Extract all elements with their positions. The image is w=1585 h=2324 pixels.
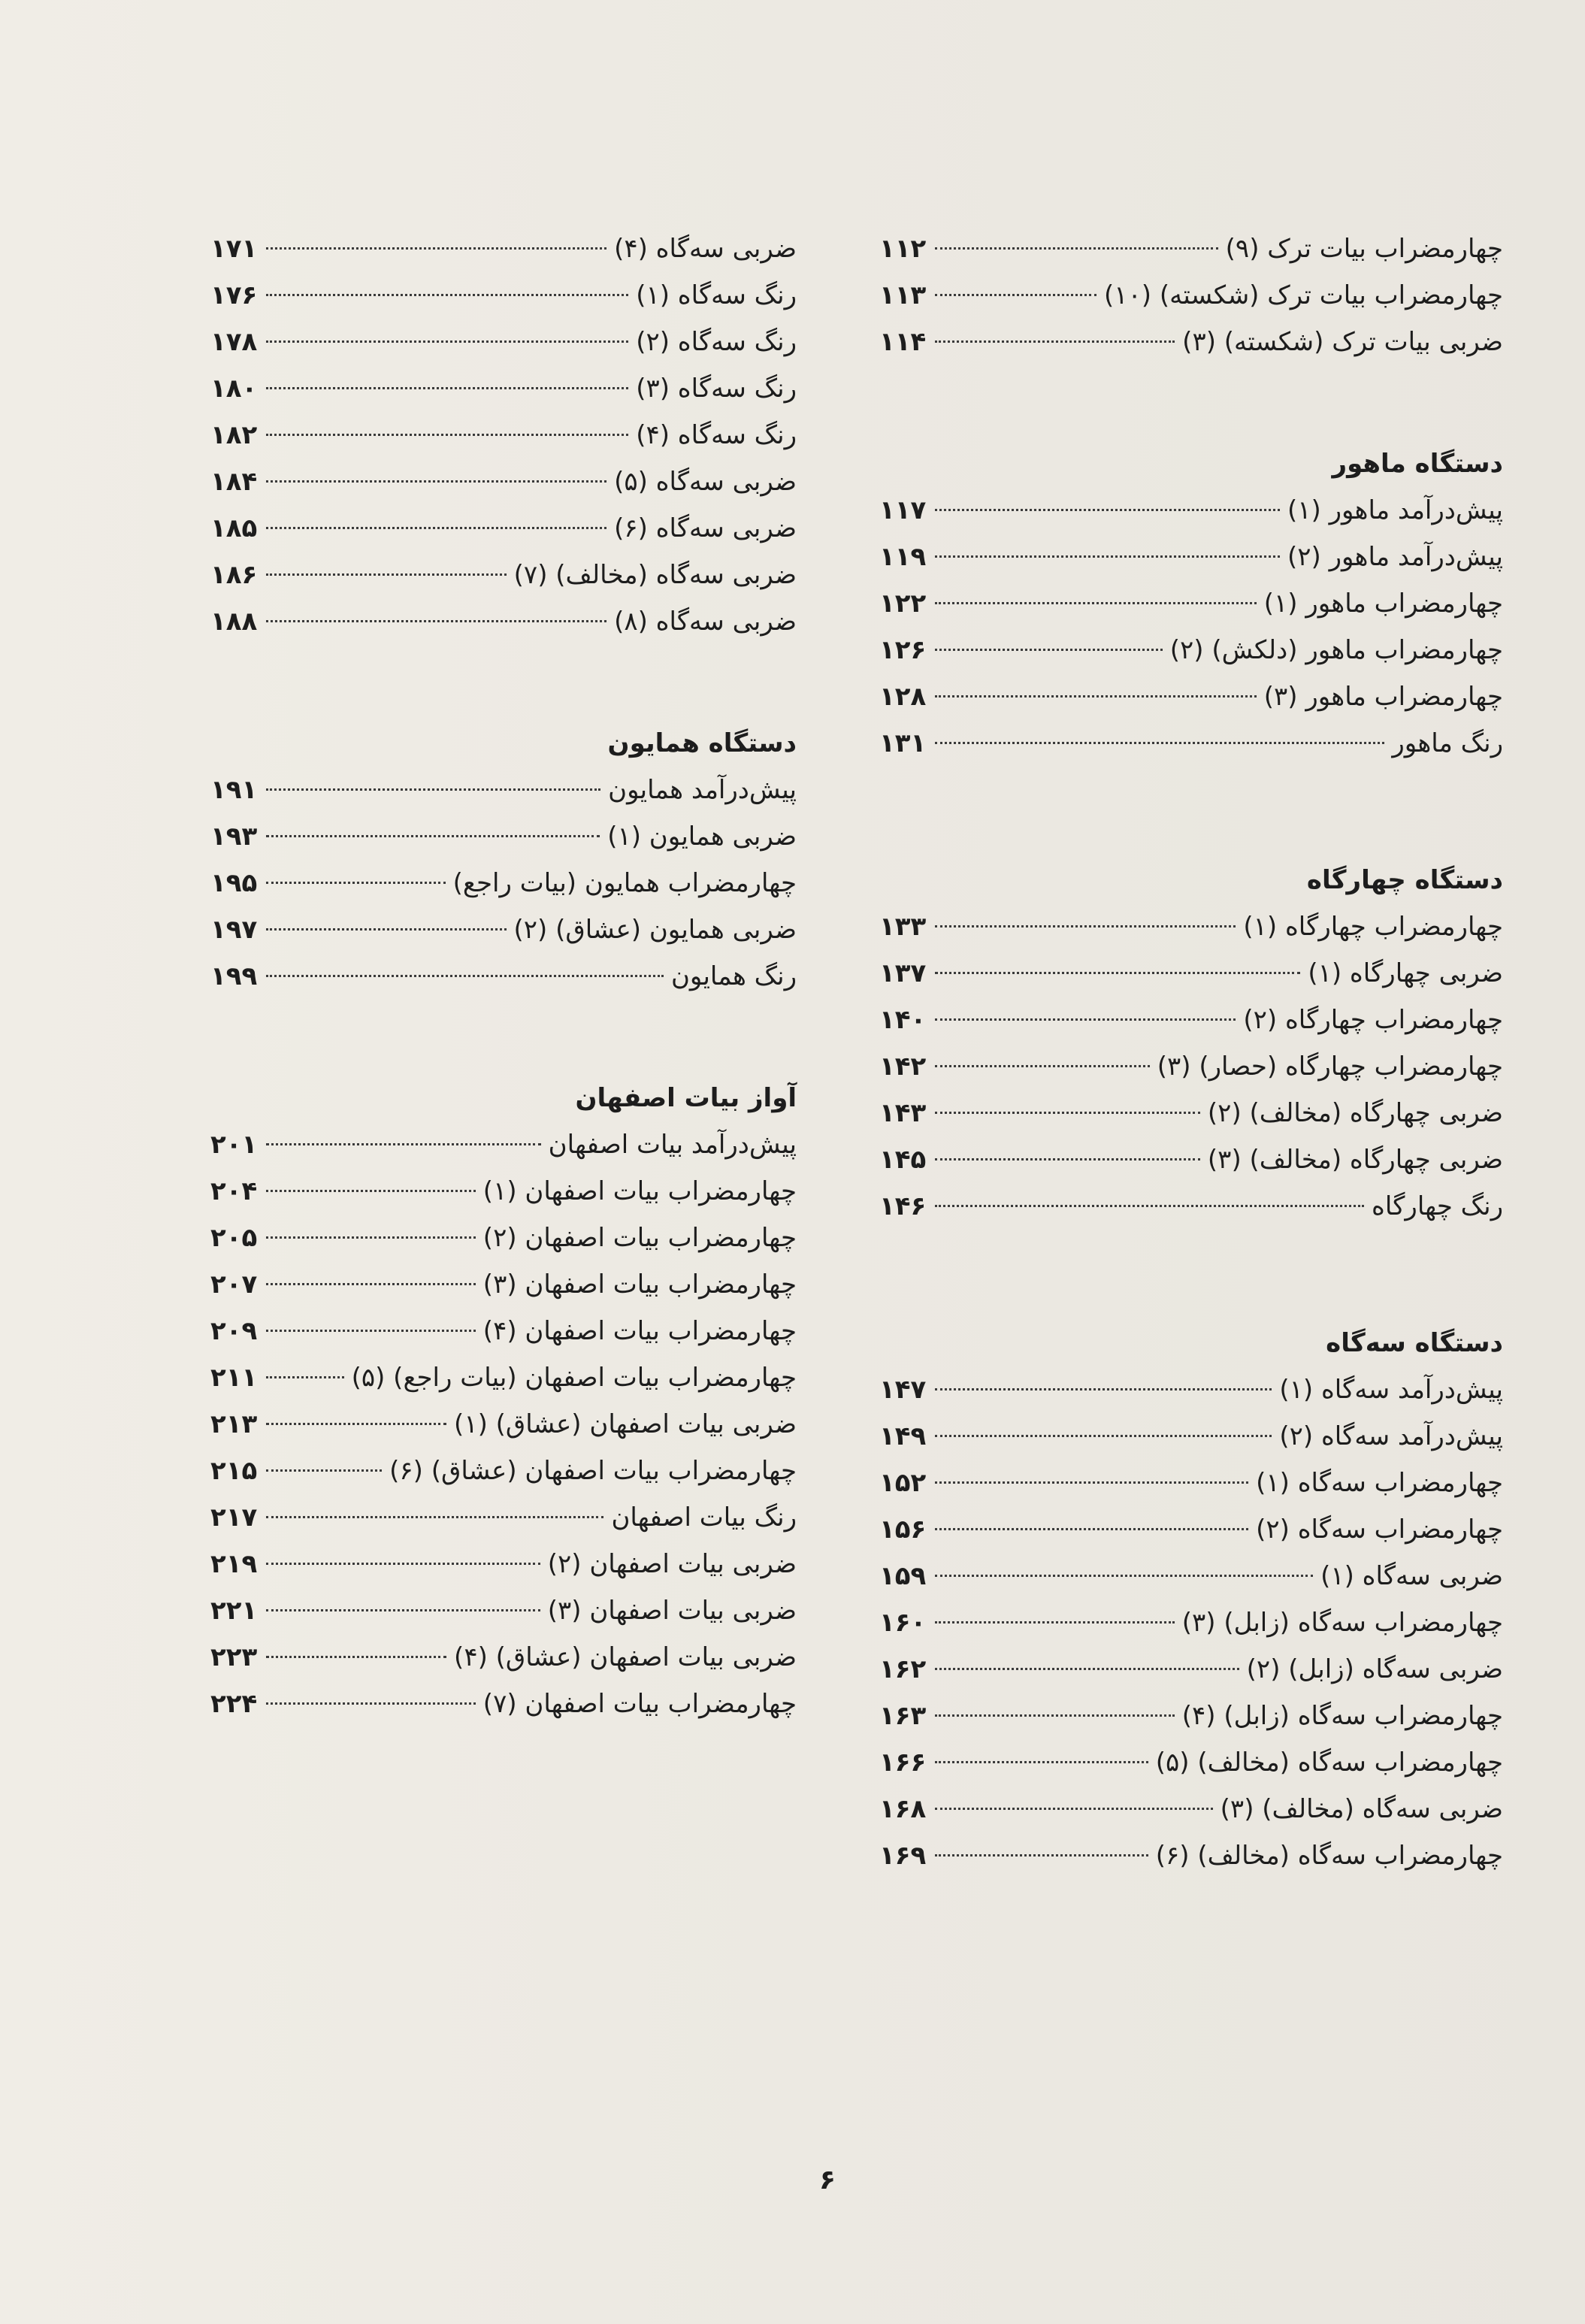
toc-entry: [879, 1646, 1503, 1693]
toc-entry: [879, 225, 1503, 272]
toc-entry-page: ۱۹۹: [210, 961, 258, 991]
toc-entry: [210, 813, 797, 860]
toc-entry-title: چهارمضراب بیات اصفهان (۱): [482, 1176, 797, 1206]
dot-leader: [266, 1143, 541, 1145]
toc-entry-page: ۱۲۶: [879, 635, 927, 665]
toc-entry: [879, 580, 1503, 627]
toc-entry-title: چهارمضراب سه‌گاه (زابل) (۳): [1181, 1608, 1503, 1638]
dot-leader: [935, 1528, 1248, 1530]
section-heading: دستگاه ماهور: [1332, 449, 1503, 479]
toc-entry-page: ۲۰۷: [210, 1269, 258, 1300]
toc-entry-title: چهارمضراب سه‌گاه (مخالف) (۵): [1155, 1748, 1503, 1778]
toc-entry-title: چهارمضراب چهارگاه (۱): [1243, 912, 1503, 942]
toc-entry: [879, 319, 1503, 365]
toc-entry-title: ضربی سه‌گاه (۶): [614, 513, 797, 543]
dot-leader: [266, 1330, 476, 1332]
toc-entry: [879, 1506, 1503, 1553]
toc-entry: [210, 1168, 797, 1215]
dot-leader: [935, 1761, 1148, 1763]
toc-entry-page: ۱۵۶: [879, 1515, 927, 1545]
page-number: ۶: [819, 2165, 836, 2195]
toc-entry-page: ۱۸۵: [210, 513, 258, 543]
dot-leader: [266, 975, 664, 977]
toc-entry-page: ۲۰۹: [210, 1316, 258, 1346]
toc-entry-title: ضربی سه‌گاه (۵): [614, 467, 797, 497]
toc-entry: [210, 1354, 797, 1401]
toc-entry: [879, 627, 1503, 673]
toc-entry-title: چهارمضراب بیات ترک (شکسته) (۱۰): [1103, 280, 1503, 310]
toc-entry-page: ۲۱۳: [210, 1409, 258, 1439]
section-heading: دستگاه سه‌گاه: [1326, 1328, 1503, 1358]
dot-leader: [935, 1065, 1150, 1067]
toc-entry-page: ۱۱۷: [879, 495, 927, 525]
dot-leader: [935, 247, 1218, 250]
toc-entry: [879, 720, 1503, 767]
toc-entry: [210, 1494, 797, 1541]
toc-entry-title: ضربی بیات اصفهان (۲): [547, 1549, 797, 1579]
toc-left-column: [210, 225, 797, 1727]
dot-leader: [266, 527, 606, 529]
toc-entry-page: ۱۹۱: [210, 775, 258, 805]
toc-entry-title: ضربی سه‌گاه (زابل) (۲): [1246, 1654, 1503, 1684]
toc-entry-page: ۲۱۹: [210, 1549, 258, 1579]
section-heading: دستگاه چهارگاه: [1306, 865, 1503, 895]
dot-leader: [266, 928, 507, 931]
toc-entry-title: چهارمضراب سه‌گاه (۱): [1256, 1468, 1503, 1498]
toc-entry: [210, 1541, 797, 1587]
toc-entry: [210, 1681, 797, 1727]
toc-entry-title: رنگ همایون: [670, 961, 797, 991]
toc-entry-title: چهارمضراب سه‌گاه (زابل) (۴): [1181, 1701, 1503, 1731]
toc-entry-page: ۲۱۵: [210, 1456, 258, 1486]
toc-entry-title: چهارمضراب همایون (بیات راجع): [452, 868, 797, 898]
dot-leader: [266, 573, 507, 576]
dot-leader: [266, 1469, 382, 1472]
toc-entry: [210, 552, 797, 598]
dot-leader: [935, 1112, 1200, 1114]
toc-entry-page: ۲۲۴: [210, 1689, 258, 1719]
toc-entry-title: ضربی چهارگاه (مخالف) (۲): [1207, 1098, 1503, 1128]
toc-entry-page: ۱۶۰: [879, 1608, 927, 1638]
toc-entry-title: چهارمضراب بیات اصفهان (عشاق) (۶): [389, 1456, 797, 1486]
toc-entry-page: ۱۶۹: [879, 1841, 927, 1871]
dot-leader: [935, 1854, 1148, 1856]
toc-entry-title: رنگ ماهور: [1392, 728, 1503, 758]
toc-entry-title: ضربی سه‌گاه (۸): [614, 607, 797, 637]
toc-entry-page: ۱۵۲: [879, 1468, 927, 1498]
toc-entry: [210, 1587, 797, 1634]
toc-entry: [879, 1183, 1503, 1230]
dot-leader: [266, 247, 606, 250]
dot-leader: [266, 1190, 476, 1192]
toc-entry-page: ۱۹۵: [210, 868, 258, 898]
toc-entry-page: ۱۱۴: [879, 327, 927, 357]
toc-entry-title: رنگ بیات اصفهان: [611, 1502, 797, 1533]
toc-group: [210, 225, 797, 645]
toc-entry: [210, 272, 797, 319]
toc-entry: [210, 365, 797, 412]
toc-entry-page: ۱۷۱: [210, 234, 258, 264]
toc-entry-page: ۱۸۴: [210, 467, 258, 497]
toc-entry-title: چهارمضراب ماهور (۱): [1263, 589, 1503, 619]
toc-entry-page: ۱۱۳: [879, 280, 927, 310]
toc-entry-page: ۲۲۱: [210, 1596, 258, 1626]
toc-entry-page: ۱۸۶: [210, 560, 258, 590]
toc-entry-page: ۱۳۱: [879, 728, 927, 758]
toc-entry-page: ۲۱۷: [210, 1502, 258, 1533]
dot-leader: [266, 1283, 476, 1285]
dot-leader: [935, 1388, 1272, 1390]
toc-entry: [879, 1553, 1503, 1599]
dot-leader: [935, 1808, 1213, 1810]
toc-entry: [879, 1739, 1503, 1786]
toc-entry-title: ضربی بیات اصفهان (عشاق) (۴): [454, 1642, 797, 1672]
toc-entry-title: پیش‌درآمد سه‌گاه (۲): [1279, 1421, 1503, 1451]
dot-leader: [935, 340, 1175, 343]
toc-entry: [210, 1634, 797, 1681]
toc-entry: [210, 458, 797, 505]
toc-entry: [210, 598, 797, 645]
toc-entry: [210, 906, 797, 953]
toc-entry: [210, 953, 797, 1000]
toc-entry: [210, 412, 797, 458]
toc-entry-page: ۱۵۹: [879, 1561, 927, 1591]
toc-entry-page: ۱۳۳: [879, 912, 927, 942]
toc-entry-title: ضربی سه‌گاه (مخالف) (۳): [1220, 1794, 1503, 1824]
toc-entry-page: ۱۹۳: [210, 822, 258, 852]
toc-entry-title: پیش‌درآمد همایون: [608, 775, 797, 805]
toc-entry-page: ۱۸۲: [210, 420, 258, 450]
dot-leader: [935, 509, 1280, 511]
toc-entry-title: ضربی چهارگاه (۱): [1308, 958, 1503, 988]
dot-leader: [935, 1158, 1200, 1160]
toc-entry: [879, 1460, 1503, 1506]
toc-entry-page: ۱۹۷: [210, 915, 258, 945]
toc-entry-page: ۱۴۶: [879, 1191, 927, 1221]
toc-entry-title: رنگ چهارگاه: [1372, 1191, 1503, 1221]
toc-group: [210, 767, 797, 1000]
toc-entry-page: ۱۱۲: [879, 234, 927, 264]
toc-entry-page: ۱۷۸: [210, 327, 258, 357]
dot-leader: [266, 788, 600, 791]
dot-leader: [266, 1609, 540, 1611]
dot-leader: [935, 1621, 1175, 1623]
toc-group: [879, 903, 1503, 1230]
toc-entry-page: ۲۲۳: [210, 1642, 258, 1672]
dot-leader: [266, 340, 628, 343]
dot-leader: [935, 294, 1096, 296]
dot-leader: [935, 1714, 1175, 1717]
toc-entry-title: چهارمضراب بیات ترک (۹): [1225, 234, 1503, 264]
toc-entry-title: چهارمضراب چهارگاه (حصار) (۳): [1157, 1052, 1503, 1082]
toc-entry: [879, 950, 1503, 997]
toc-entry-title: چهارمضراب بیات اصفهان (۳): [482, 1269, 797, 1300]
dot-leader: [935, 555, 1280, 558]
toc-entry: [210, 505, 797, 552]
dot-leader: [935, 1481, 1248, 1484]
toc-entry-title: چهارمضراب بیات اصفهان (۲): [482, 1223, 797, 1253]
dot-leader: [935, 972, 1300, 974]
dot-leader: [266, 1702, 476, 1705]
toc-entry-page: ۱۶۸: [879, 1794, 927, 1824]
toc-entry: [210, 319, 797, 365]
dot-leader: [266, 620, 606, 622]
dot-leader: [266, 1656, 446, 1658]
toc-entry-title: رنگ سه‌گاه (۱): [636, 280, 797, 310]
dot-leader: [935, 925, 1236, 927]
toc-entry-page: ۱۴۵: [879, 1145, 927, 1175]
dot-leader: [266, 1423, 446, 1425]
toc-entry-title: چهارمضراب بیات اصفهان (۷): [482, 1689, 797, 1719]
toc-entry-title: پیش‌درآمد ماهور (۲): [1287, 542, 1503, 572]
toc-entry-title: چهارمضراب چهارگاه (۲): [1243, 1005, 1503, 1035]
toc-entry: [879, 997, 1503, 1043]
toc-entry-title: ضربی سه‌گاه (مخالف) (۷): [513, 560, 797, 590]
toc-entry-page: ۱۶۶: [879, 1748, 927, 1778]
toc-entry-title: ضربی بیات ترک (شکسته) (۳): [1182, 327, 1503, 357]
toc-group: [879, 225, 1503, 365]
toc-entry-page: ۲۱۱: [210, 1363, 258, 1393]
toc-entry-title: پیش‌درآمد بیات اصفهان: [548, 1130, 797, 1160]
toc-entry: [879, 1366, 1503, 1413]
toc-entry-page: ۱۴۹: [879, 1421, 927, 1451]
toc-entry: [210, 1308, 797, 1354]
toc-entry: [210, 1401, 797, 1448]
toc-entry-page: ۱۲۲: [879, 589, 927, 619]
dot-leader: [266, 1516, 603, 1518]
toc-group: [210, 1121, 797, 1727]
toc-entry: [879, 1090, 1503, 1136]
toc-entry: [879, 1693, 1503, 1739]
dot-leader: [266, 480, 606, 483]
dot-leader: [266, 387, 628, 389]
toc-entry-page: ۲۰۱: [210, 1130, 258, 1160]
toc-entry-title: رنگ سه‌گاه (۳): [636, 374, 797, 404]
toc-entry-title: رنگ سه‌گاه (۲): [636, 327, 797, 357]
dot-leader: [935, 1575, 1313, 1577]
dot-leader: [266, 882, 446, 884]
toc-entry-page: ۱۶۲: [879, 1654, 927, 1684]
toc-entry-page: ۱۸۸: [210, 607, 258, 637]
toc-entry-title: ضربی چهارگاه (مخالف) (۳): [1207, 1145, 1503, 1175]
toc-entry-page: ۱۴۰: [879, 1005, 927, 1035]
toc-entry: [879, 903, 1503, 950]
toc-entry-title: پیش‌درآمد سه‌گاه (۱): [1279, 1375, 1503, 1405]
dot-leader: [935, 1435, 1272, 1437]
dot-leader: [935, 602, 1257, 604]
toc-entry-title: چهارمضراب ماهور (۳): [1263, 682, 1503, 712]
toc-entry-title: رنگ سه‌گاه (۴): [636, 420, 797, 450]
toc-entry-page: ۱۲۸: [879, 682, 927, 712]
dot-leader: [266, 835, 600, 837]
toc-entry: [879, 1413, 1503, 1460]
toc-entry-page: ۱۶۳: [879, 1701, 927, 1731]
toc-entry-page: ۱۳۷: [879, 958, 927, 988]
toc-entry-page: ۲۰۵: [210, 1223, 258, 1253]
toc-entry-title: پیش‌درآمد ماهور (۱): [1287, 495, 1503, 525]
dot-leader: [935, 1668, 1239, 1670]
toc-entry: [879, 1043, 1503, 1090]
toc-entry-title: ضربی همایون (عشاق) (۲): [513, 915, 797, 945]
toc-entry: [210, 225, 797, 272]
dot-leader: [266, 1236, 476, 1239]
toc-entry-title: ضربی سه‌گاه (۴): [614, 234, 797, 264]
dot-leader: [935, 742, 1384, 744]
toc-entry-title: ضربی همایون (۱): [607, 822, 797, 852]
toc-entry-title: ضربی سه‌گاه (۱): [1320, 1561, 1503, 1591]
toc-entry: [879, 534, 1503, 580]
dot-leader: [935, 695, 1257, 698]
toc-entry-page: ۱۴۳: [879, 1098, 927, 1128]
toc-entry: [210, 1215, 797, 1261]
dot-leader: [266, 1563, 540, 1565]
toc-entry-title: چهارمضراب ماهور (دلکش) (۲): [1169, 635, 1503, 665]
section-heading: دستگاه همایون: [607, 728, 797, 758]
toc-entry-title: چهارمضراب بیات اصفهان (۴): [482, 1316, 797, 1346]
toc-group: [879, 487, 1503, 767]
dot-leader: [935, 1205, 1364, 1207]
toc-entry: [210, 1261, 797, 1308]
toc-right-column: [879, 225, 1503, 1879]
toc-entry: [210, 1448, 797, 1494]
toc-entry: [879, 673, 1503, 720]
toc-entry: [210, 767, 797, 813]
toc-entry-title: چهارمضراب سه‌گاه (۲): [1256, 1515, 1503, 1545]
toc-entry-page: ۱۱۹: [879, 542, 927, 572]
toc-entry-page: ۲۰۴: [210, 1176, 258, 1206]
toc-entry-page: ۱۴۲: [879, 1052, 927, 1082]
dot-leader: [266, 434, 628, 436]
toc-entry: [879, 1136, 1503, 1183]
toc-entry: [879, 487, 1503, 534]
toc-entry-page: ۱۸۰: [210, 374, 258, 404]
toc-entry-page: ۱۷۶: [210, 280, 258, 310]
toc-entry-title: چهارمضراب سه‌گاه (مخالف) (۶): [1155, 1841, 1503, 1871]
dot-leader: [266, 294, 628, 296]
section-heading: آواز بیات اصفهان: [575, 1083, 797, 1113]
toc-entry-title: ضربی بیات اصفهان (عشاق) (۱): [454, 1409, 797, 1439]
toc-entry: [879, 1599, 1503, 1646]
toc-entry-title: چهارمضراب بیات اصفهان (بیات راجع) (۵): [351, 1363, 797, 1393]
toc-entry: [879, 272, 1503, 319]
dot-leader: [266, 1376, 344, 1378]
toc-entry-page: ۱۴۷: [879, 1375, 927, 1405]
toc-entry-title: ضربی بیات اصفهان (۳): [547, 1596, 797, 1626]
dot-leader: [935, 649, 1163, 651]
toc-entry: [879, 1832, 1503, 1879]
toc-group: [879, 1366, 1503, 1879]
toc-entry: [210, 1121, 797, 1168]
dot-leader: [935, 1018, 1236, 1021]
toc-entry: [210, 860, 797, 906]
toc-entry: [879, 1786, 1503, 1832]
